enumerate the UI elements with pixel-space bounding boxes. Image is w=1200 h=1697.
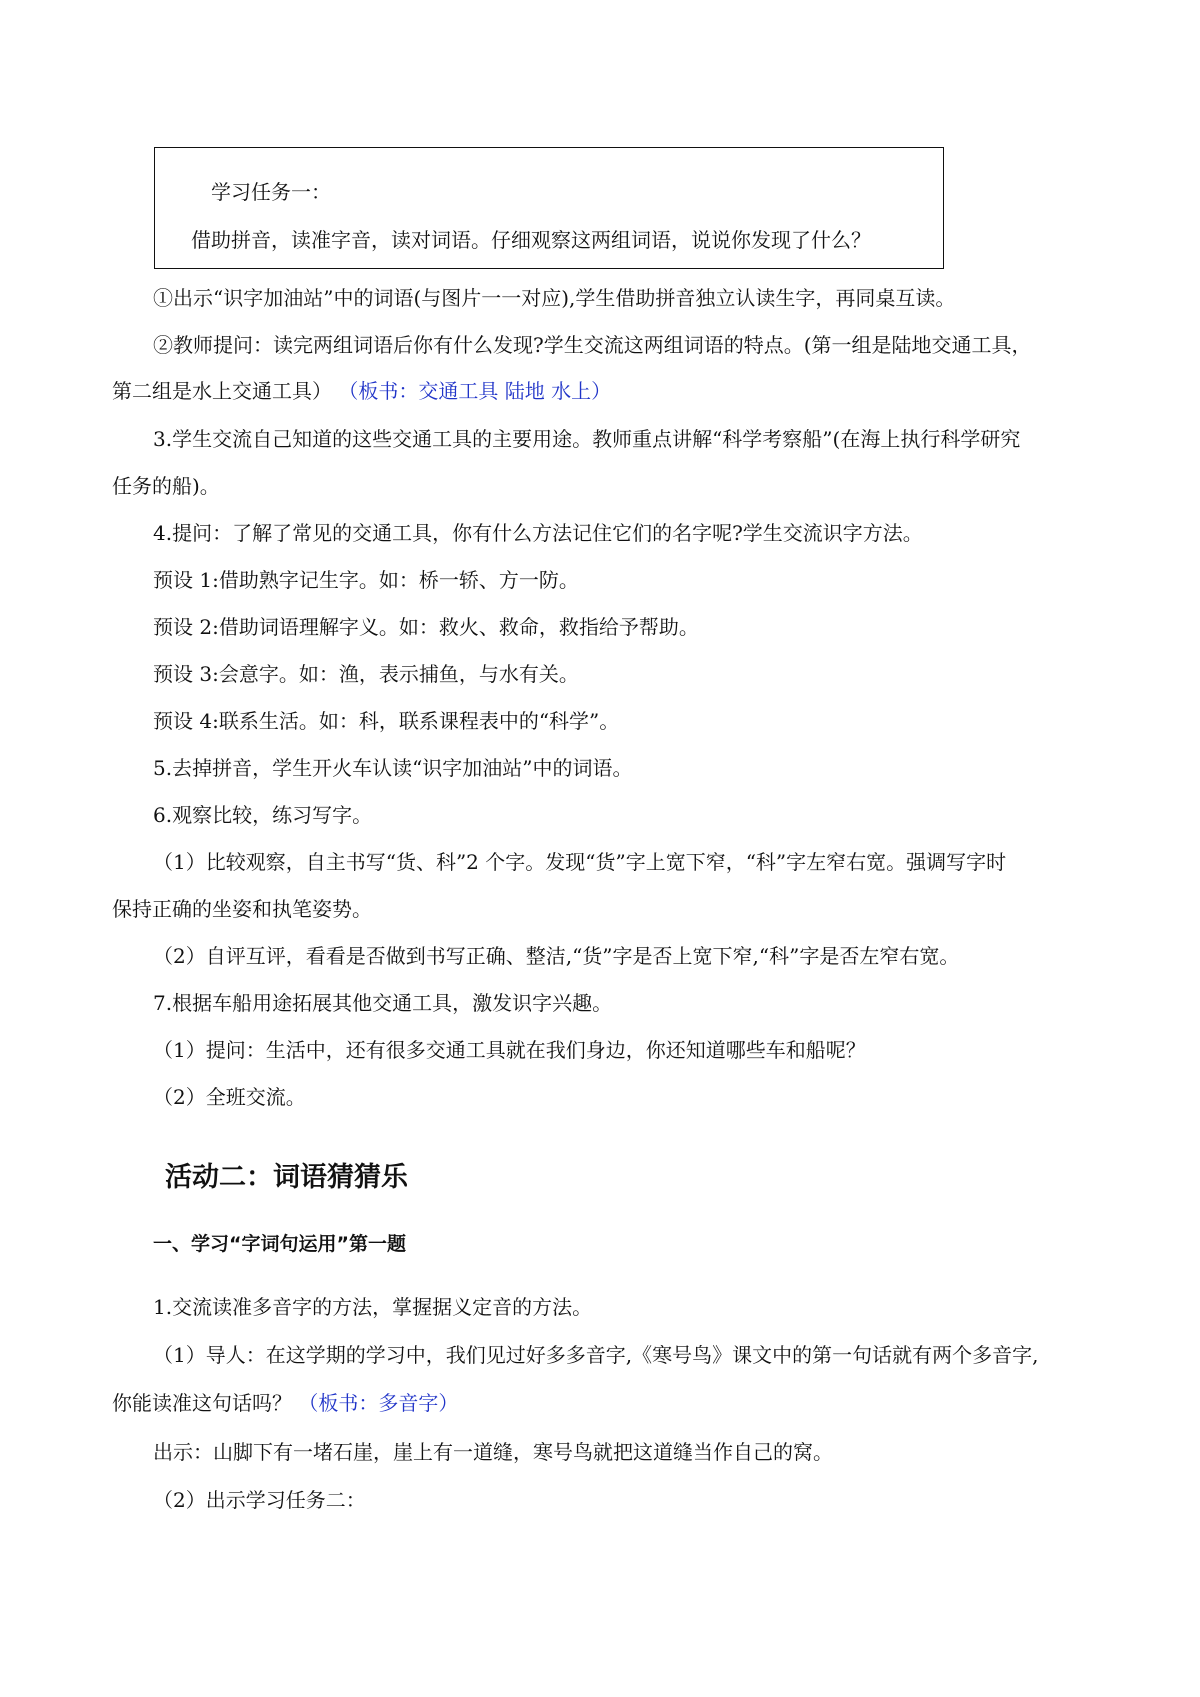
step-1-1-text: 你能读准这句话吗？ <box>112 1391 292 1415</box>
paragraph-p6: 6.观察比较，练习写字。 <box>153 803 373 827</box>
blackboard-note: （板书：交通工具 陆地 水上） <box>338 379 612 403</box>
preset-2: 预设 2:借助词语理解字义。如：救火、救命，救指给予帮助。 <box>153 615 699 639</box>
paragraph-p7-1: （1）提问：生活中，还有很多交通工具就在我们身边，你还知道哪些车和船呢？ <box>153 1038 866 1062</box>
section-one-subheading: 一、学习“字词句运用”第一题 <box>153 1233 406 1255</box>
example-sentence: 出示：山脚下有一堵石崖，崖上有一道缝，寒号鸟就把这道缝当作自己的窝。 <box>153 1440 833 1464</box>
paragraph-p7: 7.根据车船用途拓展其他交通工具，激发识字兴趣。 <box>153 991 613 1015</box>
task-box-text: 借助拼音，读准字音，读对词语。仔细观察这两组词语，说说你发现了什么？ <box>191 228 871 252</box>
learning-task-box <box>154 147 944 269</box>
paragraph-p2-text: 第二组是水上交通工具） <box>112 379 332 403</box>
step-1: 1.交流读准多音字的方法，掌握据义定音的方法。 <box>153 1295 593 1319</box>
paragraph-p3-line2: 任务的船)。 <box>112 474 220 498</box>
paragraph-p2-line2 <box>112 376 611 406</box>
paragraph-p6-1-line2: 保持正确的坐姿和执笔姿势。 <box>112 897 372 921</box>
paragraph-p6-2: （2）自评互评，看看是否做到书写正确、整洁,“货”字是否上宽下窄,“科”字是否左窄右宽。 <box>153 944 960 968</box>
paragraph-p3-line1: 3.学生交流自己知道的这些交通工具的主要用途。教师重点讲解“科学考察船”(在海上执行科学研究 <box>153 427 1021 451</box>
preset-1: 预设 1:借助熟字记生字。如：桥一轿、方一防。 <box>153 568 579 592</box>
preset-4: 预设 4:联系生活。如：科，联系课程表中的“科学”。 <box>153 709 620 733</box>
task-box-title: 学习任务一： <box>211 180 331 204</box>
paragraph-p2-line1: ②教师提问：读完两组词语后你有什么发现?学生交流这两组词语的特点。(第一组是陆地交通工具， <box>153 333 1032 357</box>
preset-3: 预设 3:会意字。如：渔，表示捕鱼，与水有关。 <box>153 662 579 686</box>
paragraph-p5: 5.去掉拼音，学生开火车认读“识字加油站”中的词语。 <box>153 756 633 780</box>
step-1-2: （2）出示学习任务二： <box>153 1488 366 1512</box>
paragraph-p7-2: （2）全班交流。 <box>153 1085 306 1109</box>
activity-two-heading: 活动二：词语猜猜乐 <box>165 1162 408 1193</box>
blackboard-note-polyphonic: （板书：多音字） <box>298 1391 459 1415</box>
step-1-1-line2 <box>112 1388 458 1418</box>
step-1-1-line1: （1）导人：在这学期的学习中，我们见过好多多音字,《寒号鸟》课文中的第一句话就有两个多音字, <box>153 1343 1039 1367</box>
paragraph-p1: ①出示“识字加油站”中的词语(与图片一一对应),学生借助拼音独立认读生字，再同桌互读。 <box>153 286 956 310</box>
paragraph-p4: 4.提问：了解了常见的交通工具，你有什么方法记住它们的名字呢?学生交流识字方法。 <box>153 521 923 545</box>
paragraph-p6-1-line1: （1）比较观察，自主书写“货、科”2 个字。发现“货”字上宽下窄，“科”字左窄右宽。强调写字时 <box>153 850 1007 874</box>
